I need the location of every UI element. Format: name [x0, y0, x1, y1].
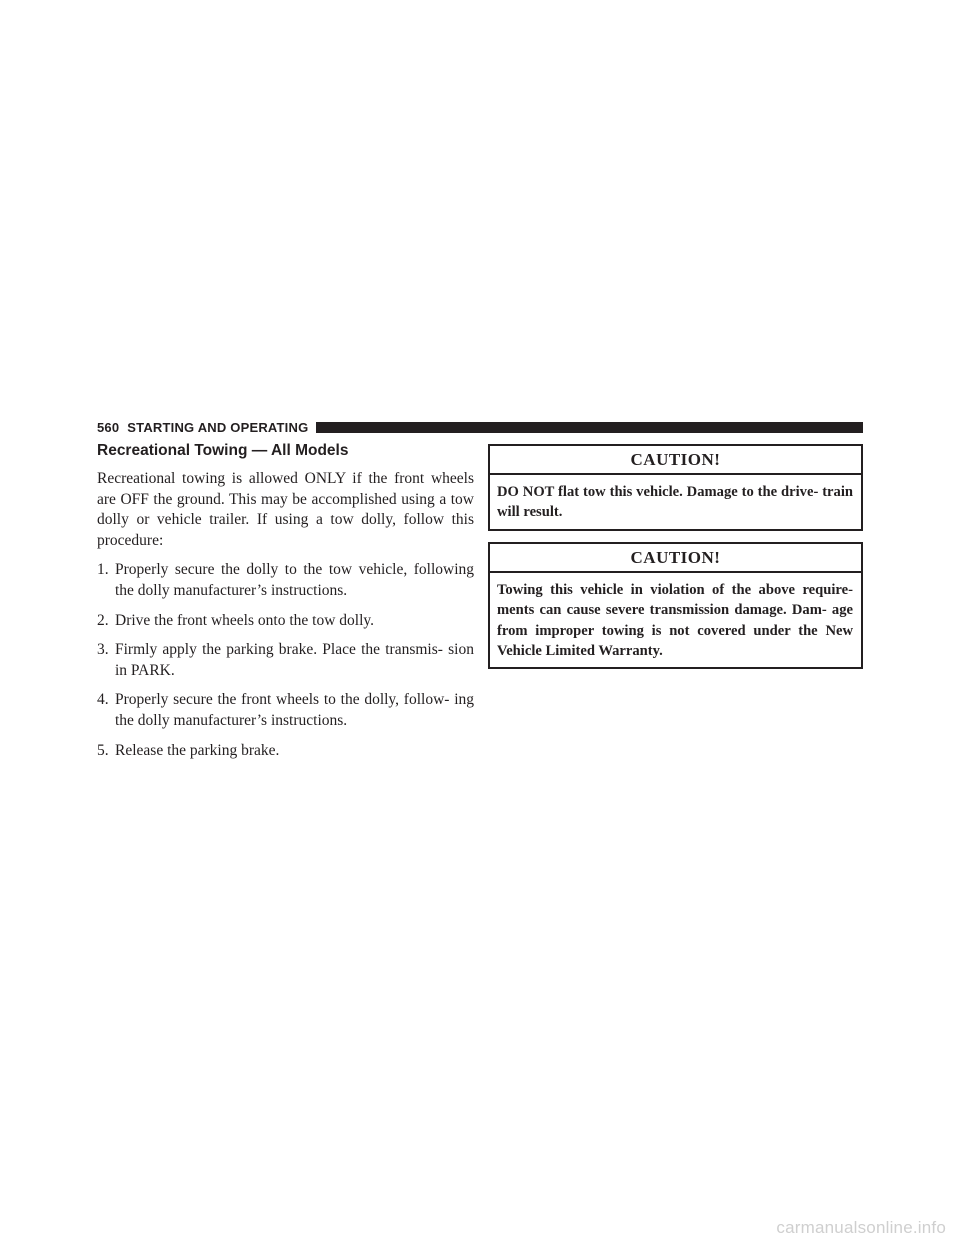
- procedure-step-1: [97, 560, 474, 601]
- page-number: 560: [97, 419, 120, 435]
- step-number: 5.: [97, 741, 109, 759]
- header-rule: [316, 422, 863, 433]
- procedure-steps: [97, 560, 474, 761]
- section-name: STARTING AND OPERATING: [127, 419, 309, 435]
- section-title: Recreational Towing — All Models: [97, 442, 349, 459]
- procedure-step-3: [97, 640, 474, 681]
- procedure-step-2: [97, 611, 474, 632]
- caution-box-towing-violation: [488, 542, 863, 670]
- caution-heading: CAUTION!: [490, 544, 861, 573]
- caution-heading: CAUTION!: [490, 446, 861, 475]
- step-text: Drive the front wheels onto the tow dolly.: [115, 611, 374, 629]
- step-number: 4.: [97, 691, 109, 709]
- intro-paragraph: Recreational towing is allowed ONLY if the front wheels are OFF the ground. This may be accomplished using a tow dolly or vehicle trailer. If using a tow dolly, follow this procedure:: [97, 470, 474, 549]
- step-number: 3.: [97, 641, 109, 659]
- right-column: [488, 444, 863, 680]
- step-number: 1.: [97, 561, 109, 579]
- left-column: [97, 442, 474, 770]
- caution-box-flat-tow: [488, 444, 863, 531]
- step-text: Properly secure the dolly to the tow vehicle, following the dolly manufacturer’s instructions.: [115, 561, 474, 599]
- page-header: [97, 418, 863, 436]
- procedure-step-4: [97, 690, 474, 731]
- step-text: Firmly apply the parking brake. Place the transmis- sion in PARK.: [115, 641, 474, 679]
- procedure-step-5: [97, 741, 474, 762]
- step-text: Release the parking brake.: [115, 741, 280, 759]
- watermark: carmanualsonline.info: [776, 1218, 946, 1237]
- step-number: 2.: [97, 611, 109, 629]
- caution-text: Towing this vehicle in violation of the above require- ments can cause severe transmission damage. Dam- age from improper towing is not covered under the New Vehicle Limited Warranty.: [497, 581, 853, 660]
- caution-text: DO NOT flat tow this vehicle. Damage to the drive- train will result.: [497, 484, 853, 521]
- step-text: Properly secure the front wheels to the dolly, follow- ing the dolly manufacturer’s instructions.: [115, 691, 474, 729]
